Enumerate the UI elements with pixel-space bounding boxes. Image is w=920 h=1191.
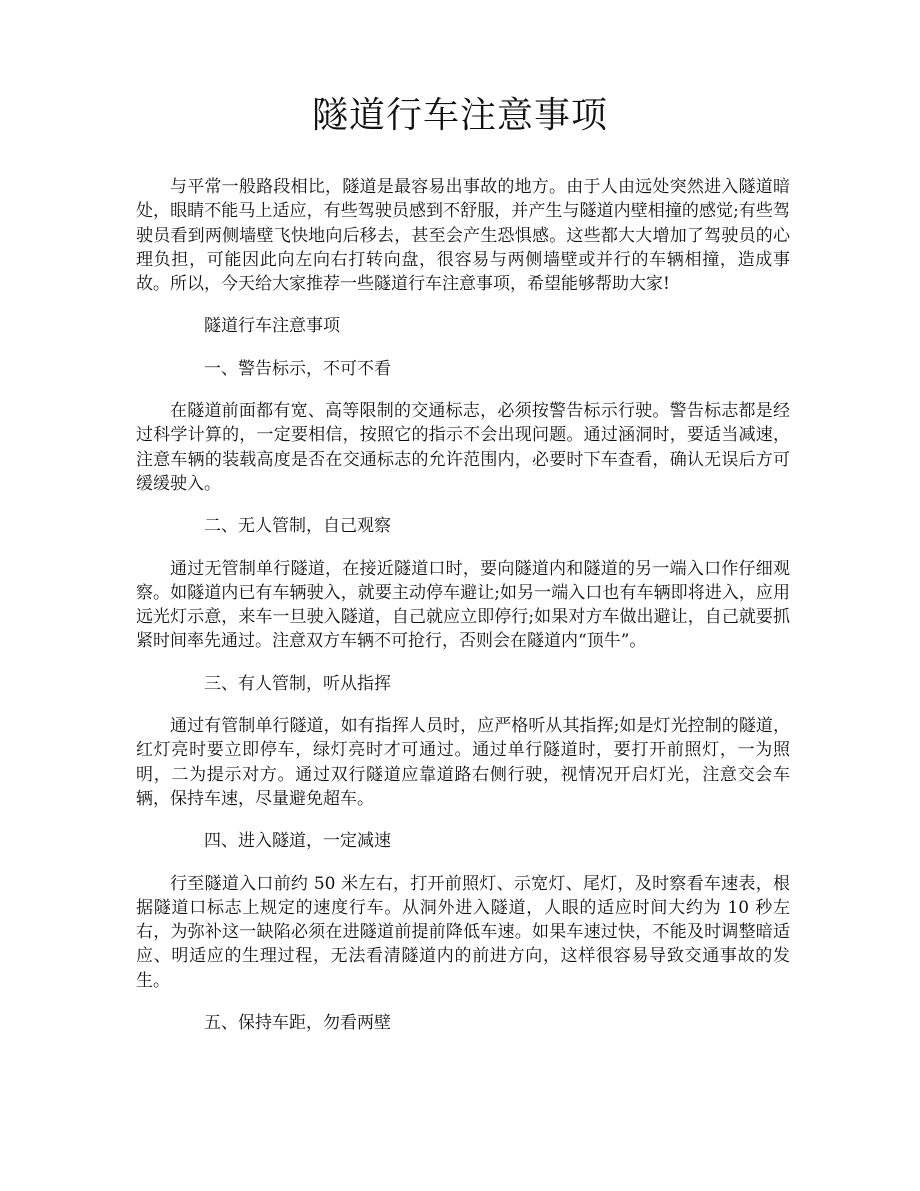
section-body-1: 在隧道前面都有宽、高等限制的交通标志，必须按警告标示行驶。警告标志都是经过科学计算的，一定要相信，按照它的指示不会出现问题。通过涵洞时，要适当减速，注意车辆的装载高度是否在交通标志的允许范围内，必要时下车查看，确认无误后方可缓缓驶入。	[136, 401, 790, 494]
intro-paragraph: 与平常一般路段相比，隧道是最容易出事故的地方。由于人由远处突然进入隧道暗处，眼睛不能马上适应，有些驾驶员感到不舒服，并产生与隧道内壁相撞的感觉;有些驾驶员看到两侧墙壁飞快地向后移去，甚至会产生恐惧感。这些都大大增加了驾驶员的心理负担，可能因此向左向右打转向盘，很容易与两侧墙壁或并行的车辆相撞，造成事故。所以，今天给大家推荐一些隧道行车注意事项，希望能够帮助大家!	[136, 177, 790, 295]
section-heading-3: 三、有人管制，听从指挥	[204, 673, 391, 694]
section-heading-5: 五、保持车距，勿看两壁	[204, 1013, 391, 1034]
section-heading-2: 二、无人管制，自己观察	[204, 516, 391, 537]
section-body-3: 通过有管制单行隧道，如有指挥人员时，应严格听从其指挥;如是灯光控制的隧道，红灯亮时要立即停车，绿灯亮时才可通过。通过单行隧道时，要打开前照灯，一为照明，二为提示对方。通过双行隧道应靠道路右侧行驶，视情况开启灯光，注意交会车辆，保持车速，尽量避免超车。	[136, 716, 790, 809]
section-heading-1: 一、警告标示，不可不看	[204, 358, 391, 379]
section-body-2: 通过无管制单行隧道，在接近隧道口时，要向隧道内和隧道的另一端入口作仔细观察。如隧道内已有车辆驶入，就要主动停车避让;如另一端入口也有车辆即将进入，应用远光灯示意，来车一旦驶入隧道，自己就应立即停行;如果对方车做出避让，自己就要抓紧时间率先通过。注意双方车辆不可抢行，否则会在隧道内“顶牛”。	[136, 558, 790, 652]
section-heading-4: 四、进入隧道，一定减速	[204, 831, 391, 852]
section-subtitle: 隧道行车注意事项	[204, 316, 340, 337]
document-title: 隧道行车注意事项	[311, 95, 608, 136]
document-body	[136, 175, 790, 1053]
section-body-4: 行至隧道入口前约 50 米左右，打开前照灯、示宽灯、尾灯，及时察看车速表，根据隧道口标志上规定的速度行车。从洞外进入隧道，人眼的适应时间大约为 10 秒左右，为弥补这一缺陷必须在进隧道前提前降低车速。如果车速过快，不能及时调整暗适应、明适应的生理过程，无法看清隧道内的前进方向，这样很容易导致交通事故的发生。	[136, 873, 790, 991]
